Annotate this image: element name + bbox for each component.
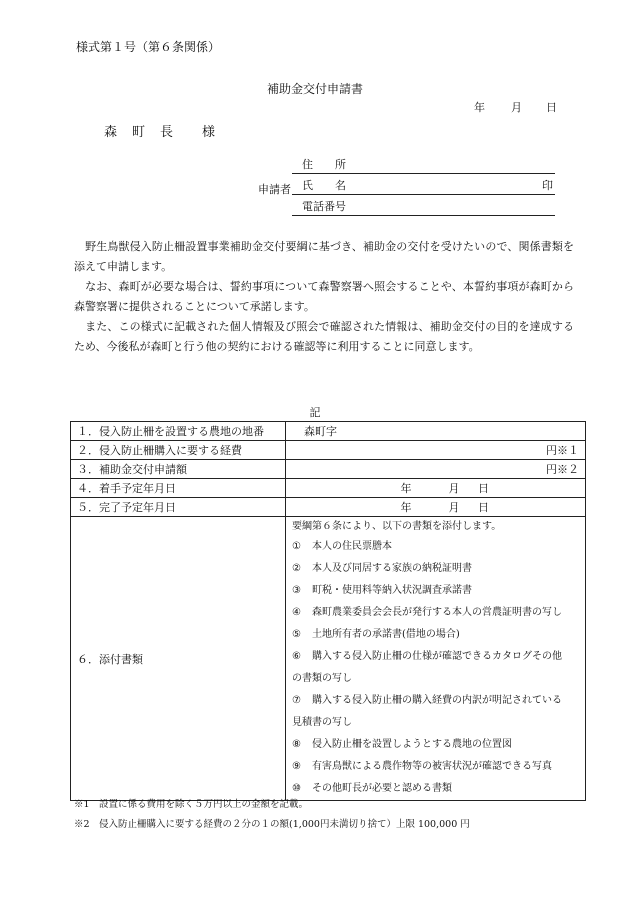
completion-month-label: 月 <box>448 501 460 514</box>
addressee: 森 町 長 様 <box>104 125 217 140</box>
table-row <box>71 441 586 460</box>
list-item: ④ 森町農業委員会会長が発行する本人の営農証明書の写し <box>292 607 562 618</box>
list-item: ⑦ 購入する侵入防止柵の購入経費の内訳が明記されている <box>292 695 562 706</box>
name-label: 氏 名 <box>302 179 346 192</box>
application-table <box>70 421 586 801</box>
list-item: ⑩ その他町長が必要と認める書類 <box>292 783 452 794</box>
phone-field[interactable] <box>292 199 555 216</box>
ki-heading: 記 <box>309 406 321 419</box>
row-label-land-lot: １．侵入防止柵を設置する農地の地番 <box>71 422 286 441</box>
start-month-label: 月 <box>448 482 460 495</box>
seal-mark: 印 <box>542 179 553 192</box>
row-label-start-date: ４．着手予定年月日 <box>71 479 286 498</box>
date-year-label: 年 <box>474 101 485 114</box>
phone-label: 電話番号 <box>302 200 346 213</box>
list-item-continuation: の書類の写し <box>292 673 352 684</box>
table-row <box>71 498 586 517</box>
row-label-attachments: ６．添付書類 <box>71 517 286 801</box>
list-item: ③ 町税・使用料等納入状況調査承諾書 <box>292 585 472 596</box>
document-title: 補助金交付申請書 <box>266 82 363 96</box>
completion-day-label: 日 <box>478 501 489 514</box>
table-row <box>71 460 586 479</box>
list-item: ② 本人及び同居する家族の納税証明書 <box>292 563 472 574</box>
address-label: 住 所 <box>302 158 346 171</box>
paragraph-application: 野生鳥獣侵入防止柵設置事業補助金交付要綱に基づき、補助金の交付を受けたいので、関係書類を添えて申請します。 <box>74 240 574 273</box>
applicant-label: 申請者 <box>258 183 291 196</box>
completion-year-label: 年 <box>400 501 412 514</box>
list-item: ⑤ 土地所有者の承諾書(借地の場合) <box>292 629 460 640</box>
start-date-field[interactable] <box>286 479 586 498</box>
start-day-label: 日 <box>478 482 489 495</box>
row-label-subsidy-amount: ３．補助金交付申請額 <box>71 460 286 479</box>
list-item: ⑨ 有害鳥獣による農作物等の被害状況が確認できる写真 <box>292 761 552 772</box>
start-year-label: 年 <box>400 482 412 495</box>
paragraph-privacy-consent: また、この様式に記載された個人情報及び照会で確認された情報は、補助金交付の目的を達成するため、今後私が森町と行う他の契約における確認等に利用することに同意します。 <box>74 320 574 353</box>
form-number: 様式第１号（第６条関係） <box>76 40 221 54</box>
paragraph-police-consent: なお、森町が必要な場合は、誓約事項について森警察署へ照会することや、本誓約事項が森町から森警察署に提供されることについて承諾します。 <box>74 280 574 313</box>
table-row <box>71 422 586 441</box>
date-month-label: 月 <box>511 101 522 114</box>
subsidy-amount-field[interactable]: 円※２ <box>286 460 586 479</box>
footnote-2: ※2 侵入防止柵購入に要する経費の２分の１の額(1,000円未満切り捨て）上限 100,000 円 <box>74 819 470 830</box>
attachments-list <box>286 517 586 801</box>
table-row <box>71 479 586 498</box>
list-item-continuation: 見積書の写し <box>292 717 352 728</box>
row-label-purchase-cost: ２．侵入防止柵購入に要する経費 <box>71 441 286 460</box>
name-field[interactable] <box>292 178 555 195</box>
date-day-label: 日 <box>546 101 557 114</box>
row-label-completion-date: ５．完了予定年月日 <box>71 498 286 517</box>
footnote-1: ※1 設置に係る費用を除く５万円以上の金額を記載。 <box>74 799 309 810</box>
purchase-cost-field[interactable]: 円※１ <box>286 441 586 460</box>
address-field[interactable] <box>292 157 555 174</box>
list-item: ⑥ 購入する侵入防止柵の仕様が確認できるカタログその他 <box>292 651 562 662</box>
completion-date-field[interactable] <box>286 498 586 517</box>
attachments-intro: 要綱第６条により、以下の書類を添付します。 <box>292 521 502 532</box>
table-row <box>71 517 586 801</box>
list-item: ⑧ 侵入防止柵を設置しようとする農地の位置図 <box>292 739 512 750</box>
land-lot-field[interactable]: 森町字 <box>286 422 586 441</box>
list-item: ① 本人の住民票謄本 <box>292 541 392 552</box>
